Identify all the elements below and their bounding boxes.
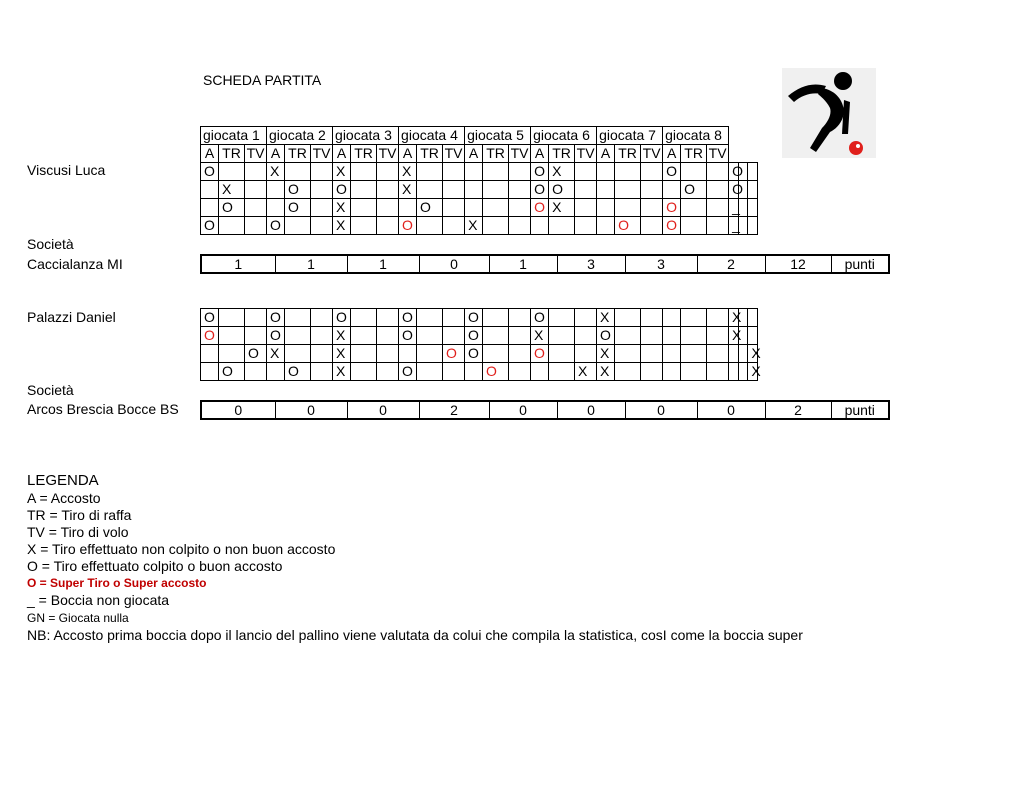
giocata-header: giocata 3 <box>333 127 399 145</box>
shot-cell <box>738 363 748 381</box>
giocata-score: 0 <box>625 401 697 419</box>
shot-cell <box>663 345 681 363</box>
shot-cell <box>509 199 531 217</box>
shot-cell <box>615 199 641 217</box>
shot-cell: X <box>333 163 351 181</box>
subheader-tv: TV <box>311 145 333 163</box>
shot-cell <box>509 163 531 181</box>
shot-cell <box>417 217 443 235</box>
shot-cell <box>509 309 531 327</box>
shot-cell <box>641 363 663 381</box>
shot-cell <box>663 181 681 199</box>
shot-cell <box>509 327 531 345</box>
shot-cell: O <box>465 309 483 327</box>
shot-cell <box>219 217 245 235</box>
shot-cell <box>597 163 615 181</box>
shot-cell <box>311 345 333 363</box>
total-score: 12 <box>765 255 831 273</box>
shot-cell <box>729 345 739 363</box>
shot-cell: _ <box>729 199 739 217</box>
shot-cell <box>377 309 399 327</box>
shot-cell <box>443 181 465 199</box>
shot-cell <box>351 199 377 217</box>
shot-cell <box>417 309 443 327</box>
shot-cell <box>417 327 443 345</box>
shot-cell <box>201 181 219 199</box>
player2-grid <box>200 308 761 381</box>
shot-cell <box>285 309 311 327</box>
subheader-a: A <box>333 145 351 163</box>
shot-cell: O <box>531 309 549 327</box>
shot-row <box>201 345 758 363</box>
subheader-tv: TV <box>641 145 663 163</box>
shot-cell: X <box>748 345 758 363</box>
shot-cell: O <box>399 363 417 381</box>
subheader-a: A <box>465 145 483 163</box>
shot-cell <box>377 163 399 181</box>
total-score: 2 <box>765 401 831 419</box>
super-shot-cell: O <box>615 217 641 235</box>
shot-cell <box>219 327 245 345</box>
shot-cell <box>245 199 267 217</box>
shot-cell <box>267 181 285 199</box>
giocata-score: 3 <box>557 255 625 273</box>
shot-cell: O <box>333 181 351 199</box>
subheader-tr: TR <box>681 145 707 163</box>
shot-cell <box>311 363 333 381</box>
shot-cell <box>465 363 483 381</box>
giocata-score: 0 <box>489 401 557 419</box>
giocata-header: giocata 2 <box>267 127 333 145</box>
shot-cell: O <box>245 345 267 363</box>
super-shot-cell: O <box>443 345 465 363</box>
super-shot-cell: O <box>531 345 549 363</box>
shot-cell <box>443 163 465 181</box>
super-shot-cell: O <box>531 199 549 217</box>
giocata-score: 2 <box>419 401 489 419</box>
shot-cell <box>219 345 245 363</box>
giocata-score: 0 <box>419 255 489 273</box>
shot-cell <box>663 309 681 327</box>
shot-cell <box>663 363 681 381</box>
shot-row <box>201 199 758 217</box>
shot-cell: X <box>333 327 351 345</box>
shot-cell: O <box>417 199 443 217</box>
giocata-header: giocata 5 <box>465 127 531 145</box>
giocata-header-row <box>201 127 758 145</box>
player1-grid <box>200 126 758 235</box>
shot-cell <box>641 217 663 235</box>
shot-cell <box>285 345 311 363</box>
shot-cell <box>245 163 267 181</box>
player1-name: Viscusi Luca <box>27 162 106 178</box>
shot-cell: X <box>399 163 417 181</box>
subheader-a: A <box>399 145 417 163</box>
giocata-score: 2 <box>697 255 765 273</box>
super-shot-cell: O <box>201 327 219 345</box>
shot-cell <box>465 199 483 217</box>
shot-cell <box>615 309 641 327</box>
subheader-row <box>201 145 758 163</box>
shot-cell <box>311 309 333 327</box>
shot-cell <box>575 199 597 217</box>
subheader-tr: TR <box>483 145 509 163</box>
shot-cell: O <box>549 181 575 199</box>
shot-cell <box>597 217 615 235</box>
shot-cell: O <box>729 163 739 181</box>
shot-cell <box>707 327 729 345</box>
legend-title: LEGENDA <box>27 472 99 489</box>
shot-cell <box>417 163 443 181</box>
shot-cell <box>245 327 267 345</box>
shot-row <box>201 163 758 181</box>
shot-cell: O <box>681 181 707 199</box>
shot-cell: X <box>597 309 615 327</box>
shot-cell: X <box>549 163 575 181</box>
shot-cell <box>681 363 707 381</box>
shot-cell <box>707 345 729 363</box>
shot-cell: X <box>267 163 285 181</box>
subheader-tr: TR <box>285 145 311 163</box>
shot-cell: O <box>201 163 219 181</box>
player2-name: Palazzi Daniel <box>27 309 116 325</box>
giocata-score: 1 <box>275 255 347 273</box>
shot-cell <box>465 181 483 199</box>
shot-cell: O <box>201 217 219 235</box>
shot-cell <box>597 181 615 199</box>
shot-cell <box>707 217 729 235</box>
legend-item-raffa: TR = Tiro di raffa <box>27 507 132 523</box>
shot-cell <box>509 345 531 363</box>
shot-cell <box>531 217 549 235</box>
player2-score-row <box>200 400 890 420</box>
shot-cell: O <box>285 199 311 217</box>
shot-cell <box>311 217 333 235</box>
legend-item-nulla: GN = Giocata nulla <box>27 611 129 625</box>
shot-cell <box>201 345 219 363</box>
shot-cell <box>615 163 641 181</box>
shot-cell <box>575 163 597 181</box>
shot-cell <box>531 363 549 381</box>
shot-cell: X <box>575 363 597 381</box>
shot-cell: X <box>465 217 483 235</box>
subheader-tr: TR <box>615 145 641 163</box>
shot-cell <box>201 363 219 381</box>
shot-cell: O <box>531 163 549 181</box>
shot-cell <box>641 327 663 345</box>
shot-cell <box>351 163 377 181</box>
shot-cell <box>219 309 245 327</box>
shot-cell <box>681 309 707 327</box>
subheader-tv: TV <box>377 145 399 163</box>
shot-cell <box>399 345 417 363</box>
shot-cell <box>201 199 219 217</box>
shot-cell <box>483 217 509 235</box>
subheader-tv: TV <box>707 145 729 163</box>
shot-cell <box>748 309 758 327</box>
subheader-a: A <box>597 145 615 163</box>
super-shot-cell: O <box>663 217 681 235</box>
shot-cell <box>351 345 377 363</box>
shot-cell <box>311 199 333 217</box>
shot-cell <box>707 181 729 199</box>
shot-cell <box>575 345 597 363</box>
shot-cell <box>417 181 443 199</box>
shot-cell <box>615 363 641 381</box>
player2-societa-label: Società <box>27 382 74 398</box>
shot-cell <box>443 199 465 217</box>
shot-cell <box>729 363 739 381</box>
subheader-a: A <box>531 145 549 163</box>
giocata-score: 1 <box>201 255 275 273</box>
legend-item-accosto: A = Accosto <box>27 490 101 506</box>
shot-cell <box>615 327 641 345</box>
subheader-a: A <box>663 145 681 163</box>
shot-cell <box>483 181 509 199</box>
shot-cell <box>483 345 509 363</box>
shot-cell <box>748 327 758 345</box>
shot-cell <box>351 327 377 345</box>
giocata-score: 3 <box>625 255 697 273</box>
shot-cell <box>311 163 333 181</box>
shot-cell <box>245 181 267 199</box>
giocata-score: 0 <box>347 401 419 419</box>
subheader-tr: TR <box>417 145 443 163</box>
shot-cell <box>245 363 267 381</box>
shot-cell <box>285 327 311 345</box>
shot-cell: O <box>201 309 219 327</box>
shot-cell <box>483 309 509 327</box>
bocce-player-logo <box>782 68 876 158</box>
subheader-tr: TR <box>219 145 245 163</box>
legend-item-super: O = Super Tiro o Super accosto <box>27 576 207 590</box>
shot-cell: X <box>748 363 758 381</box>
shot-cell <box>399 199 417 217</box>
shot-cell <box>219 163 245 181</box>
shot-cell: X <box>219 181 245 199</box>
shot-cell <box>641 181 663 199</box>
shot-cell <box>707 199 729 217</box>
shot-cell <box>443 363 465 381</box>
shot-cell <box>443 309 465 327</box>
shot-cell: X <box>597 363 615 381</box>
shot-cell <box>351 217 377 235</box>
punti-label: punti <box>831 255 889 273</box>
subheader-tv: TV <box>509 145 531 163</box>
giocata-header: giocata 6 <box>531 127 597 145</box>
shot-cell <box>707 363 729 381</box>
legend <box>27 472 803 644</box>
shot-cell <box>641 345 663 363</box>
shot-cell: O <box>267 217 285 235</box>
shot-cell: O <box>285 181 311 199</box>
shot-cell <box>575 309 597 327</box>
shot-cell <box>483 327 509 345</box>
shot-row <box>201 327 758 345</box>
shot-cell: O <box>663 163 681 181</box>
shot-cell <box>663 327 681 345</box>
shot-cell <box>417 363 443 381</box>
shot-cell <box>681 327 707 345</box>
shot-cell: X <box>333 199 351 217</box>
shot-cell: X <box>333 345 351 363</box>
giocata-header: giocata 7 <box>597 127 663 145</box>
shot-cell <box>615 345 641 363</box>
bocce-player-icon <box>782 68 876 158</box>
shot-cell <box>377 199 399 217</box>
shot-cell: X <box>549 199 575 217</box>
shot-cell <box>681 199 707 217</box>
shot-cell <box>267 199 285 217</box>
shot-row <box>201 181 758 199</box>
giocata-score: 0 <box>557 401 625 419</box>
shot-cell <box>377 181 399 199</box>
shot-cell <box>285 217 311 235</box>
shot-cell <box>351 363 377 381</box>
legend-note: NB: Accosto prima boccia dopo il lancio del pallino viene valutata da colui che compila la statistica, cosI come la boccia super <box>27 627 803 643</box>
giocata-score: 0 <box>697 401 765 419</box>
shot-cell <box>377 363 399 381</box>
player1-societa-label: Società <box>27 236 74 252</box>
shot-row <box>201 363 758 381</box>
shot-cell <box>465 163 483 181</box>
shot-cell <box>748 199 758 217</box>
subheader-tv: TV <box>575 145 597 163</box>
shot-cell <box>748 163 758 181</box>
score-row <box>201 401 889 419</box>
score-row <box>201 255 889 273</box>
shot-cell: O <box>399 309 417 327</box>
shot-cell: X <box>267 345 285 363</box>
player1-score-row <box>200 254 890 274</box>
subheader-tv: TV <box>443 145 465 163</box>
giocata-score: 1 <box>347 255 419 273</box>
shot-cell: _ <box>729 217 739 235</box>
shot-cell <box>575 327 597 345</box>
player2-societa: Arcos Brescia Bocce BS <box>27 401 179 417</box>
player1-societa: Caccialanza MI <box>27 256 123 272</box>
shot-cell <box>681 163 707 181</box>
giocata-score: 0 <box>275 401 347 419</box>
legend-item-o: O = Tiro effettuato colpito o buon accosto <box>27 558 283 574</box>
subheader-tr: TR <box>351 145 377 163</box>
shot-cell: X <box>333 363 351 381</box>
shot-cell: O <box>729 181 739 199</box>
shot-cell <box>549 345 575 363</box>
shot-cell <box>707 163 729 181</box>
shot-cell <box>575 181 597 199</box>
shot-cell <box>351 309 377 327</box>
shot-cell <box>707 309 729 327</box>
shot-cell <box>748 217 758 235</box>
shot-cell <box>311 181 333 199</box>
shot-cell <box>483 163 509 181</box>
shot-cell <box>377 327 399 345</box>
shot-cell: O <box>267 327 285 345</box>
giocata-header: giocata 1 <box>201 127 267 145</box>
shot-cell <box>267 363 285 381</box>
legend-item-volo: TV = Tiro di volo <box>27 524 129 540</box>
shot-cell: O <box>399 327 417 345</box>
shot-cell <box>285 163 311 181</box>
shot-cell <box>351 181 377 199</box>
shot-cell <box>641 163 663 181</box>
shot-row <box>201 217 758 235</box>
shot-cell: O <box>597 327 615 345</box>
shot-cell: O <box>219 199 245 217</box>
shot-cell: X <box>333 217 351 235</box>
shot-cell <box>641 309 663 327</box>
shot-cell: X <box>729 327 739 345</box>
legend-item-x: X = Tiro effettuato non colpito o non buon accosto <box>27 541 336 557</box>
shot-cell <box>597 199 615 217</box>
shot-cell: O <box>465 345 483 363</box>
super-shot-cell: O <box>483 363 509 381</box>
shot-cell <box>311 327 333 345</box>
shot-cell <box>681 345 707 363</box>
shot-cell <box>738 345 748 363</box>
shot-cell: O <box>267 309 285 327</box>
shot-cell: O <box>285 363 311 381</box>
subheader-a: A <box>267 145 285 163</box>
shot-cell: X <box>399 181 417 199</box>
shot-cell: X <box>597 345 615 363</box>
shot-cell <box>509 181 531 199</box>
giocata-header: giocata 4 <box>399 127 465 145</box>
shot-cell <box>615 181 641 199</box>
subheader-tr: TR <box>549 145 575 163</box>
shot-cell <box>641 199 663 217</box>
shot-row <box>201 309 758 327</box>
shot-cell <box>245 309 267 327</box>
shot-cell: O <box>531 181 549 199</box>
shot-cell: X <box>729 309 739 327</box>
shot-cell <box>549 327 575 345</box>
legend-item-non-giocata: _ = Boccia non giocata <box>27 592 170 608</box>
shot-cell <box>681 217 707 235</box>
shot-cell <box>549 309 575 327</box>
shot-cell <box>748 181 758 199</box>
shot-cell: X <box>531 327 549 345</box>
shot-cell <box>549 363 575 381</box>
shot-cell: O <box>333 309 351 327</box>
page-title: SCHEDA PARTITA <box>203 72 322 88</box>
shot-cell: O <box>465 327 483 345</box>
shot-cell: O <box>219 363 245 381</box>
shot-cell <box>575 217 597 235</box>
shot-cell <box>377 217 399 235</box>
super-shot-cell: O <box>663 199 681 217</box>
super-shot-cell: O <box>399 217 417 235</box>
shot-cell <box>417 345 443 363</box>
shot-cell <box>377 345 399 363</box>
shot-cell <box>245 217 267 235</box>
shot-cell <box>443 327 465 345</box>
subheader-tv: TV <box>245 145 267 163</box>
punti-label: punti <box>831 401 889 419</box>
shot-cell <box>509 217 531 235</box>
shot-cell <box>509 363 531 381</box>
giocata-score: 0 <box>201 401 275 419</box>
subheader-a: A <box>201 145 219 163</box>
giocata-score: 1 <box>489 255 557 273</box>
shot-cell <box>443 217 465 235</box>
shot-cell <box>549 217 575 235</box>
giocata-header: giocata 8 <box>663 127 729 145</box>
shot-cell <box>483 199 509 217</box>
